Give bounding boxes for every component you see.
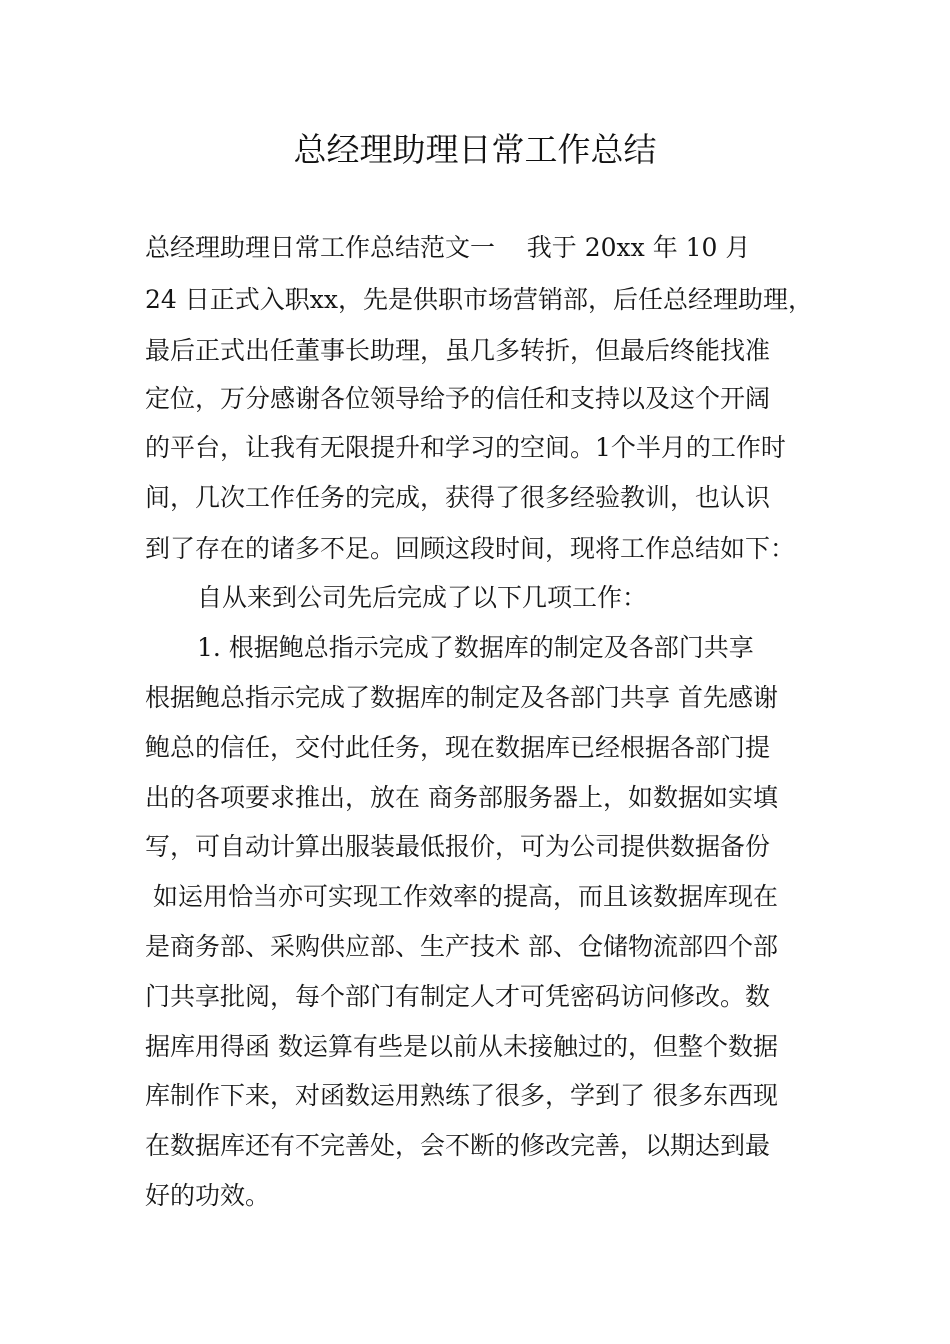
body-line: 是商务部、采购供应部、生产技术 部、仓储物流部四个部 [145,932,778,961]
body-line: 门共享批阅，每个部门有制定人才可凭密码访问修改。数 [145,982,771,1011]
body-line: 定位，万分感谢各位领导给予的信任和支持以及这个开阔 [145,384,771,413]
body-line-indented: 自从来到公司先后完成了以下几项工作： [197,583,648,612]
body-line: 到了存在的诸多不足。回顾这段时间，现将工作总结如下： [145,534,796,563]
body-line: 总经理助理日常工作总结范文一 我于 20xx 年 10 月 [145,233,751,262]
list-item-heading: 1. 根据鲍总指示完成了数据库的制定及各部门共享 [197,633,754,662]
body-line: 好的功效。 [145,1181,271,1210]
body-line: 鲍总的信任，交付此任务，现在数据库已经根据各部门提 [145,733,771,762]
body-line: 在数据库还有不完善处，会不断的修改完善，以期达到最 [145,1131,771,1160]
body-line: 出的各项要求推出，放在 商务部服务器上，如数据如实填 [145,783,778,812]
body-line: 24 日正式入职xx，先是供职市场营销部，后任总经理助理， [145,285,813,314]
body-line: 根据鲍总指示完成了数据库的制定及各部门共享 首先感谢 [145,683,778,712]
body-line: 写，可自动计算出服装最低报价，可为公司提供数据备份 [145,832,771,861]
body-line: 最后正式出任董事长助理，虽几多转折，但最后终能找准 [145,336,771,365]
body-line: 间，几次工作任务的完成，获得了很多经验教训，也认识 [145,483,771,512]
document-title: 总经理助理日常工作总结 [293,130,657,169]
body-line: 如运用恰当亦可实现工作效率的提高，而且该数据库现在 [145,882,778,911]
body-line: 库制作下来，对函数运用熟练了很多，学到了 很多东西现 [145,1081,778,1110]
body-line: 据库用得函 数运算有些是以前从未接触过的，但整个数据 [145,1032,778,1061]
body-line: 的平台，让我有无限提升和学习的空间。1个半月的工作时 [145,433,786,462]
